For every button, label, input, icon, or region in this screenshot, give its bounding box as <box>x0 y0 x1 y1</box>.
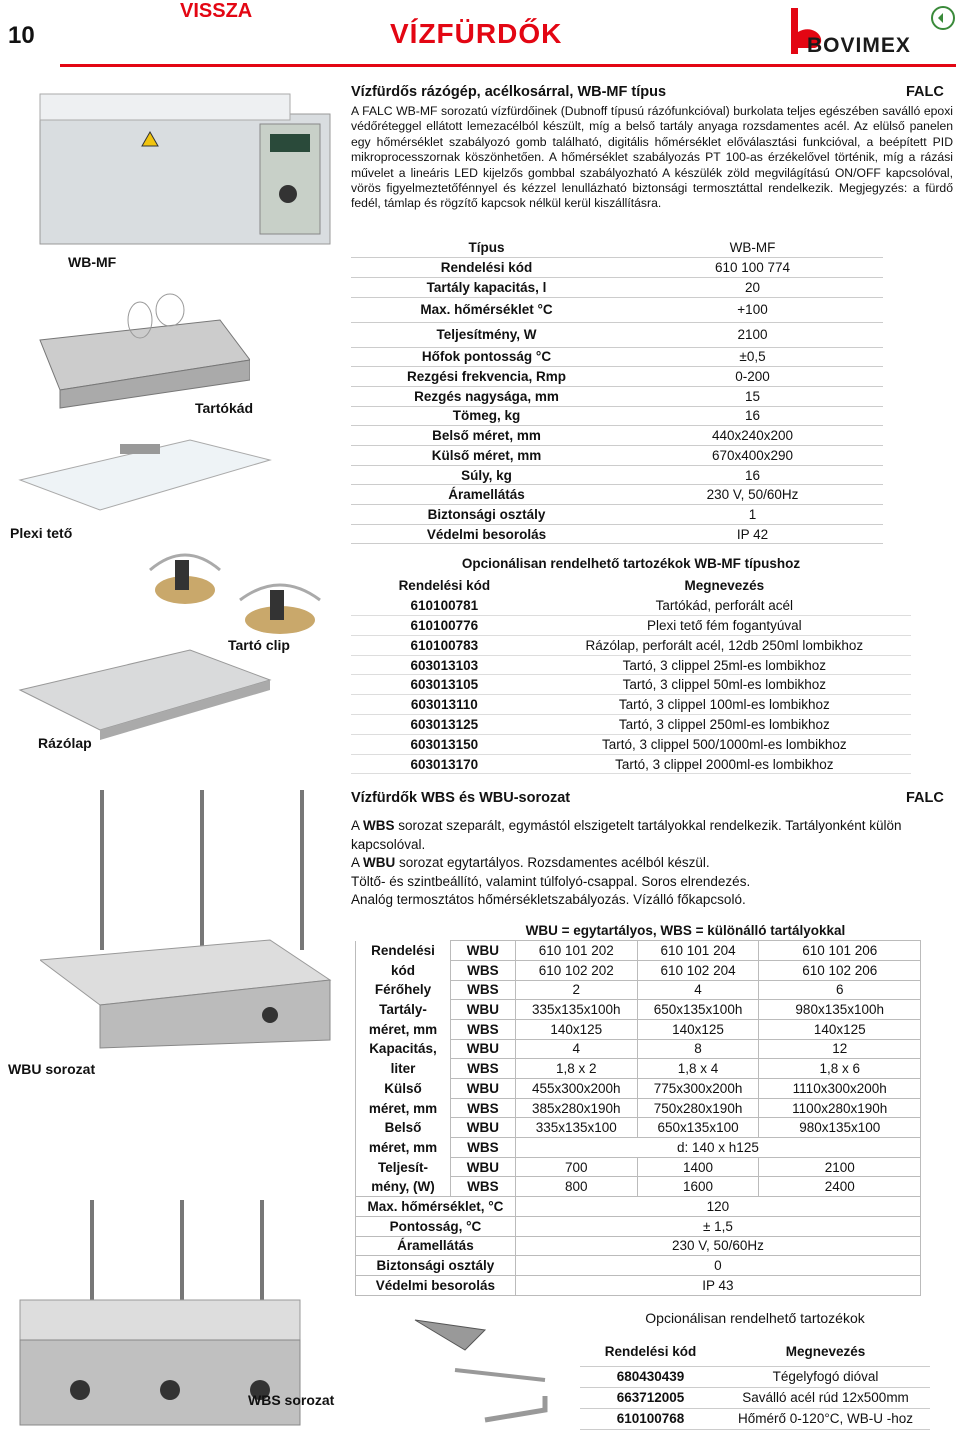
wbmf-bath-photo <box>30 84 342 254</box>
spec-value: 610 100 774 <box>622 258 883 278</box>
p2-pre: A <box>351 855 364 870</box>
wbu-row-type: WBU <box>450 1000 515 1020</box>
wbu-row <box>356 1039 921 1059</box>
common-value: 230 V, 50/60Hz <box>515 1236 920 1256</box>
wbu-common-row <box>356 1236 921 1256</box>
spec-key: Áramellátás <box>351 485 622 505</box>
wbu-value-b: 8 <box>637 1039 759 1059</box>
accessory-name: Tartókád, perforált acél <box>538 596 911 616</box>
wbu-photo <box>40 790 340 1050</box>
wbu-value-a: 140x125 <box>515 1019 637 1039</box>
wbu-row-label: Teljesít- <box>356 1157 451 1177</box>
wbu-row-label: mény, (W) <box>356 1177 451 1197</box>
wbu-row-label: liter <box>356 1059 451 1079</box>
label-tarto-clip: Tartó clip <box>228 637 290 653</box>
accessory-code: 680430439 <box>580 1366 721 1387</box>
col-header-code: Rendelési kód <box>580 1338 721 1366</box>
wbu-value-b: 1400 <box>637 1157 759 1177</box>
accessory-row <box>351 655 911 675</box>
brand-logo <box>785 4 955 58</box>
spec-key: Védelmi besorolás <box>351 524 622 544</box>
wbu-value-a: 1,8 x 2 <box>515 1059 637 1079</box>
wbu-row-type: WBS <box>450 960 515 980</box>
wbu-row-label: kód <box>356 960 451 980</box>
accessories-photo <box>395 1300 555 1430</box>
wbu-row-type: WBU <box>450 941 515 961</box>
spec-row <box>351 322 883 347</box>
wbu-value-c: 1,8 x 6 <box>759 1059 921 1079</box>
accessory-code: 603013125 <box>351 715 538 735</box>
accessory-row <box>580 1387 930 1408</box>
wbu-value-b: 140x125 <box>637 1019 759 1039</box>
wbu-row-type: WBU <box>450 1079 515 1099</box>
page-title: VÍZFÜRDŐK <box>390 18 563 49</box>
wbu-row-type: WBU <box>450 1118 515 1138</box>
spec-row <box>351 426 883 446</box>
common-key: Áramellátás <box>356 1236 516 1256</box>
accessory-name: Tartó, 3 clippel 100ml-es lombikhoz <box>538 695 911 715</box>
wbu-row <box>356 1138 921 1158</box>
accessory-name: Hőmérő 0-120°C, WB-U -hoz <box>721 1408 930 1429</box>
wbu-row-type: WBU <box>450 1039 515 1059</box>
wbu-table-header: WBU = egytartályos, WBS = különálló tartályokkal <box>525 923 846 939</box>
wbu-common-row <box>356 1216 921 1236</box>
wbu-row-type: WBS <box>450 1098 515 1118</box>
spec-key: Belső méret, mm <box>351 426 622 446</box>
common-value: ± 1,5 <box>515 1216 920 1236</box>
wbu-row-type: WBS <box>450 1138 515 1158</box>
section2-title: Vízfürdők WBS és WBU-sorozat <box>351 790 571 806</box>
wbu-value-c: 2400 <box>759 1177 921 1197</box>
wbu-row <box>356 941 921 961</box>
spec-row <box>351 347 883 367</box>
accessory-name: Tégelyfogó dióval <box>721 1366 930 1387</box>
spec-key: Külső méret, mm <box>351 446 622 466</box>
spec-key: Biztonsági osztály <box>351 505 622 525</box>
wbu-row <box>356 1177 921 1197</box>
common-key: Pontosság, °C <box>356 1216 516 1236</box>
wbu-value-c: 1100x280x190h <box>759 1098 921 1118</box>
spec-row <box>351 386 883 406</box>
spec-row <box>351 258 883 278</box>
label-wbmf: WB-MF <box>68 254 117 270</box>
accessory-row <box>580 1408 930 1429</box>
wbmf-accessories-table <box>351 576 911 774</box>
accessory-code: 603013110 <box>351 695 538 715</box>
spec-value: 230 V, 50/60Hz <box>622 485 883 505</box>
wbu-value-c: 610 102 206 <box>759 960 921 980</box>
col-header-name: Megnevezés <box>684 578 765 594</box>
wbu-value-c: 12 <box>759 1039 921 1059</box>
spec-value: 670x400x290 <box>622 446 883 466</box>
wbmf-accessories-title: Opcionálisan rendelhető tartozékok WB-MF típushoz <box>461 556 801 571</box>
wbu-common-row <box>356 1275 921 1295</box>
section2-brand: FALC <box>906 790 944 806</box>
spec-row <box>351 367 883 387</box>
accessory-code: 603013105 <box>351 675 538 695</box>
wbu-value-b: 650x135x100h <box>637 1000 759 1020</box>
wbu-row-span-value: d: 140 x h125 <box>515 1138 920 1158</box>
wbmf-spec-table <box>351 238 883 544</box>
wbu-row-type: WBS <box>450 1019 515 1039</box>
spec-key: Rendelési kód <box>351 258 622 278</box>
wbu-row <box>356 1000 921 1020</box>
wbu-value-b: 610 102 204 <box>637 960 759 980</box>
wbu-value-b: 1,8 x 4 <box>637 1059 759 1079</box>
wbu-common-row <box>356 1256 921 1276</box>
spec-row <box>351 277 883 297</box>
wbu-value-a: 800 <box>515 1177 637 1197</box>
wbu-row <box>356 1059 921 1079</box>
p1-bold: WBS <box>363 818 395 833</box>
spec-row <box>351 524 883 544</box>
wbu-value-a: 385x280x190h <box>515 1098 637 1118</box>
spec-value: 20 <box>622 277 883 297</box>
wbu-row-label: Kapacitás, <box>356 1039 451 1059</box>
spec-value: 16 <box>622 465 883 485</box>
accessory-row <box>351 635 911 655</box>
accessory-name: Tartó, 3 clippel 2000ml-es lombikhoz <box>538 754 911 774</box>
wbu-row-label: Férőhely <box>356 980 451 1000</box>
brand-name: BOVIMEX <box>807 34 911 57</box>
p1-post: sorozat szeparált, egymástól elszigetelt tartályokkal rendelkezik. Tartályonként külön kapcsolóval. <box>351 818 902 852</box>
spec-row <box>351 446 883 466</box>
wbu-row <box>356 1118 921 1138</box>
accessory-code: 603013150 <box>351 734 538 754</box>
wbu-value-a: 335x135x100 <box>515 1118 637 1138</box>
tartokad-photo <box>20 280 250 410</box>
common-value: 0 <box>515 1256 920 1276</box>
accessory-code: 610100768 <box>580 1408 721 1429</box>
wbu-value-a: 700 <box>515 1157 637 1177</box>
wbu-accessories-title: Opcionálisan rendelhető tartozékok <box>645 1310 865 1326</box>
wbu-row <box>356 1098 921 1118</box>
accessory-row <box>351 754 911 774</box>
wbu-value-b: 775x300x200h <box>637 1079 759 1099</box>
spec-key: Típus <box>351 238 622 258</box>
section2-description <box>351 817 957 910</box>
accessory-name: Rázólap, perforált acél, 12db 250ml lombikhoz <box>538 635 911 655</box>
wbu-value-c: 980x135x100 <box>759 1118 921 1138</box>
wbu-common-row <box>356 1197 921 1217</box>
accessory-code: 663712005 <box>580 1387 721 1408</box>
spec-row <box>351 485 883 505</box>
wbu-value-c: 140x125 <box>759 1019 921 1039</box>
tarto-clip-photo <box>140 530 340 640</box>
accessory-code: 603013103 <box>351 655 538 675</box>
wbu-value-b: 4 <box>637 980 759 1000</box>
accessory-row <box>351 596 911 616</box>
wbu-row-label: Rendelési <box>356 941 451 961</box>
spec-value: ±0,5 <box>622 347 883 367</box>
wbu-row-label: méret, mm <box>356 1138 451 1158</box>
wbu-row <box>356 960 921 980</box>
accessory-row <box>351 695 911 715</box>
accessory-row <box>580 1366 930 1387</box>
back-link[interactable]: VISSZA <box>180 0 253 22</box>
wbu-value-c: 1110x300x200h <box>759 1079 921 1099</box>
accessory-name: Tartó, 3 clippel 500/1000ml-es lombikhoz <box>538 734 911 754</box>
section1-description: A FALC WB-MF sorozatú vízfürdőinek (Dubnoff típusú rázófunkcióval) burkolata teljes egészében saválló epoxi védőréteggel ellátott lemezacélból készült, míg a belső tartály anyaga rozsdamentes acél. Az elülső panelen egy hőmérséklet szabályozó gomb található, digitális hőmérséklet előválasztási funkcióval, a beépített PID mikroprocesszornak köszönhetően. A hőmérséklet szabályozás PT 100-as érzékelővel történik, míg a rázási művelet a lineáris LED kijelzős gombbal szabályozható A készülék zöld megvilágítású ON/OFF kapcsolóval, vörös figyelmeztetőfénnyel és kézzel lenullázható biztonsági termosztáttal rendelkezik. Megjegyzés: a fürdő fedél, támlap és rögzítő kapcsok nélkül kerül kiszállításra. <box>351 104 953 211</box>
spec-row <box>351 406 883 426</box>
wbu-value-a: 455x300x200h <box>515 1079 637 1099</box>
plexi-lid-photo <box>10 420 280 530</box>
spec-row <box>351 297 883 322</box>
spec-value: 15 <box>622 386 883 406</box>
wbu-row <box>356 980 921 1000</box>
wbu-row <box>356 1079 921 1099</box>
accessory-row <box>351 734 911 754</box>
spec-value: 1 <box>622 505 883 525</box>
label-razolap: Rázólap <box>38 735 92 751</box>
common-key: Biztonsági osztály <box>356 1256 516 1276</box>
wbu-row-type: WBU <box>450 1157 515 1177</box>
label-wbs: WBS sorozat <box>248 1392 335 1408</box>
section1-brand: FALC <box>906 84 944 100</box>
common-key: Védelmi besorolás <box>356 1275 516 1295</box>
spec-row <box>351 238 883 258</box>
wbu-row-label: méret, mm <box>356 1098 451 1118</box>
accessory-name: Saválló acél rúd 12x500mm <box>721 1387 930 1408</box>
wbu-value-b: 610 101 204 <box>637 941 759 961</box>
accessory-code: 610100776 <box>351 616 538 636</box>
common-value: 120 <box>515 1197 920 1217</box>
wbu-value-a: 610 101 202 <box>515 941 637 961</box>
wbu-value-c: 6 <box>759 980 921 1000</box>
common-value: IP 43 <box>515 1275 920 1295</box>
accessory-name: Tartó, 3 clippel 50ml-es lombikhoz <box>538 675 911 695</box>
spec-key: Súly, kg <box>351 465 622 485</box>
wbu-row-label: Belső <box>356 1118 451 1138</box>
accessory-name: Tartó, 3 clippel 250ml-es lombikhoz <box>538 715 911 735</box>
accessory-name: Plexi tető fém fogantyúval <box>538 616 911 636</box>
wbu-row <box>356 1157 921 1177</box>
spec-value: 2100 <box>622 322 883 347</box>
wbu-value-b: 1600 <box>637 1177 759 1197</box>
label-plexi: Plexi tető <box>10 525 73 541</box>
spec-key: Teljesítmény, W <box>351 322 622 347</box>
wbu-row-type: WBS <box>450 1177 515 1197</box>
spec-key: Tartály kapacitás, l <box>351 277 622 297</box>
wbu-value-a: 335x135x100h <box>515 1000 637 1020</box>
wbu-value-b: 650x135x100 <box>637 1118 759 1138</box>
razolap-photo <box>10 640 280 740</box>
section1-title: Vízfürdős rázógép, acélkosárral, WB-MF típus <box>351 84 667 100</box>
wbu-row-label: Tartály- <box>356 1000 451 1020</box>
accessory-row <box>351 616 911 636</box>
wbu-value-c: 610 101 206 <box>759 941 921 961</box>
p2-post: sorozat egytartályos. Rozsdamentes acélból készül. <box>395 855 710 870</box>
wbu-value-b: 750x280x190h <box>637 1098 759 1118</box>
accessory-code: 603013170 <box>351 754 538 774</box>
label-tartokad: Tartókád <box>195 400 254 416</box>
spec-key: Rezgés nagysága, mm <box>351 386 622 406</box>
wbu-accessories-table <box>580 1338 930 1430</box>
accessory-row <box>351 675 911 695</box>
spec-key: Tömeg, kg <box>351 406 622 426</box>
spec-key: Max. hőmérséklet °C <box>351 297 622 322</box>
wbu-value-a: 610 102 202 <box>515 960 637 980</box>
accessory-row <box>351 715 911 735</box>
common-key: Max. hőmérséklet, °C <box>356 1197 516 1217</box>
wbu-row <box>356 1019 921 1039</box>
wbu-value-c: 2100 <box>759 1157 921 1177</box>
col-header-code: Rendelési kód <box>398 578 491 594</box>
header-rule <box>60 64 956 67</box>
spec-value: 0-200 <box>622 367 883 387</box>
wbu-row-label: Külső <box>356 1079 451 1099</box>
wbu-row-label: méret, mm <box>356 1019 451 1039</box>
spec-key: Hőfok pontosság °C <box>351 347 622 367</box>
spec-row <box>351 505 883 525</box>
spec-value: 16 <box>622 406 883 426</box>
accessory-code: 610100781 <box>351 596 538 616</box>
wbu-row-type: WBS <box>450 980 515 1000</box>
spec-value: WB-MF <box>622 238 883 258</box>
wbu-wbs-spec-table <box>355 921 921 1296</box>
label-wbu: WBU sorozat <box>8 1061 96 1077</box>
col-header-name: Megnevezés <box>721 1338 930 1366</box>
p3: Töltő- és szintbeállító, valamint túlfolyó-csappal. Soros elrendezés. <box>351 873 751 889</box>
spec-value: IP 42 <box>622 524 883 544</box>
spec-key: Rezgési frekvencia, Rmp <box>351 367 622 387</box>
p2-bold: WBU <box>363 855 396 870</box>
p4: Analóg termosztátos hőmérsékletszabályozás. Vízálló főkapcsoló. <box>351 892 746 907</box>
wbu-value-a: 4 <box>515 1039 637 1059</box>
spec-value: +100 <box>622 297 883 322</box>
page-number: 10 <box>8 22 35 49</box>
wbu-value-a: 2 <box>515 980 637 1000</box>
p1-pre: A <box>351 818 364 833</box>
accessory-name: Tartó, 3 clippel 25ml-es lombikhoz <box>538 655 911 675</box>
accessory-code: 610100783 <box>351 635 538 655</box>
spec-row <box>351 465 883 485</box>
spec-value: 440x240x200 <box>622 426 883 446</box>
wbu-value-c: 980x135x100h <box>759 1000 921 1020</box>
wbu-row-type: WBS <box>450 1059 515 1079</box>
